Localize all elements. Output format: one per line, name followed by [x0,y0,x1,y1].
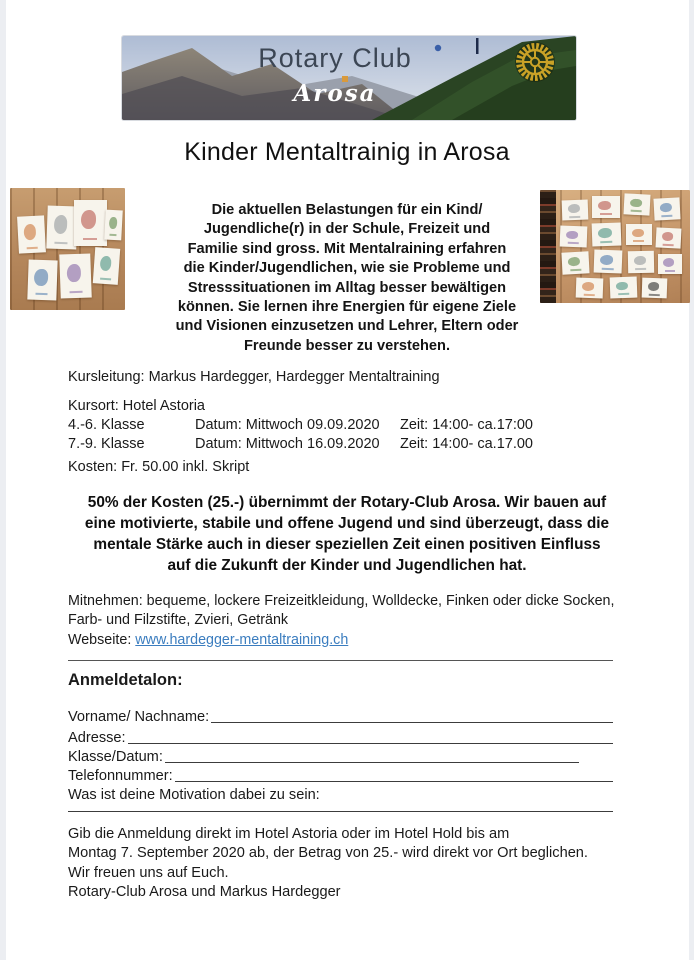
class-date-field-blank-line[interactable] [165,762,579,763]
schedule-row [68,436,613,452]
drawing-paper [623,193,650,215]
schedule-time: Zeit: 14:00- ca.17:00 [400,417,533,433]
schedule-date: Datum: Mittwoch 16.09.2020 [195,436,380,452]
schedule-class: 7.-9. Klasse [68,436,145,452]
form-row-motivation [68,783,613,803]
bring-along-section [68,592,638,650]
intro-line: Freunde besser zu verstehen. [243,337,450,354]
drawing-paper [17,215,46,253]
intro-line: Jugendliche(r) in der Schule, Freizeit und [203,221,491,238]
sponsor-paragraph [40,492,654,576]
banner-club-name: Rotary Club [258,43,412,73]
form-row-phone [68,764,613,784]
intro-line: Stresssituationen im Alltag besser bewältigen [187,279,507,296]
phone-field-label: Telefonnummer: [68,768,173,784]
address-field-blank-line[interactable] [128,743,613,744]
drawing-paper [655,227,681,248]
registration-heading: Anmeldetalon: [68,671,183,689]
sponsor-line: eine motivierte, stabile und offene Jugend und sind überzeugt, dass die [84,515,610,532]
drawing-paper [658,254,682,274]
page-title: Kinder Mentaltrainig in Arosa [184,138,510,166]
closing-line: Montag 7. September 2020 ab, der Betrag von 25.- wird direkt vor Ort beglichen. [68,845,588,862]
class-date-field-label: Klasse/Datum: [68,749,163,765]
name-field-label: Vorname/ Nachname: [68,709,210,725]
paraglider-icon [435,45,441,51]
website-label: Webseite: [68,631,136,648]
phone-field-blank-line[interactable] [175,781,613,782]
drawing-paper [653,197,680,220]
closing-line: Wir freuen uns auf Euch. [68,864,229,881]
section-divider-line [68,660,613,661]
flag-pole [476,38,479,54]
address-field-label: Adresse: [68,730,126,746]
schedule-row [68,417,613,433]
intro-line: und Visionen einzusetzen und Lehrer, Eltern oder [175,318,519,335]
intro-line: Familie sind gross. Mit Mentalraining erfahren [187,240,507,257]
bring-along-line: Mitnehmen: bequeme, lockere Freizeitkleidung, Wolldecke, Finken oder dicke Socken, [68,593,615,609]
motivation-field-label: Was ist deine Motivation dabei zu sein: [68,787,320,803]
banner-landscape-image [122,36,576,120]
intro-line: die Kinder/Jugendlichen, wie sie Probleme und [183,260,511,277]
schedule-class: 4.-6. Klasse [68,417,145,433]
form-row-address [68,726,613,746]
sponsor-line: 50% der Kosten (25.-) übernimmt der Rotary-Club Arosa. Wir bauen auf [87,494,607,511]
sponsor-line: mentale Stärke auch in dieser speziellen Zeit einen positiven Einfluss [93,536,601,553]
banner-club-place: Arosa [293,80,377,107]
rotary-club-banner [122,36,576,120]
drawing-paper [628,251,654,273]
intro-paragraph [67,201,627,356]
rotary-wheel-icon [515,42,555,82]
form-row-name [68,705,613,725]
drawing-paper [642,278,668,299]
intro-line: Die aktuellen Belastungen für ein Kind/ [211,202,483,218]
closing-paragraph [68,825,648,902]
course-cost: Kosten: Fr. 50.00 inkl. Skript [68,459,250,475]
drawing-paper [27,260,57,301]
sponsor-line: auf die Zukunft der Kinder und Jugendlichen hat. [167,557,527,574]
schedule-date: Datum: Mittwoch 09.09.2020 [195,417,380,433]
form-row-class-date [68,745,613,765]
closing-line: Rotary-Club Arosa und Markus Hardegger [68,883,341,900]
intro-line: können. Sie lernen ihre Energien für eigene Ziele [177,299,517,316]
schedule-time: Zeit: 14:00- ca.17.00 [400,436,533,452]
bring-along-line: Farb- und Filzstifte, Zvieri, Getränk [68,612,289,629]
drawing-paper [626,224,652,245]
course-location: Kursort: Hotel Astoria [68,398,205,414]
website-line [68,631,638,650]
course-leader: Kursleitung: Markus Hardegger, Hardegger Mentaltraining [68,369,440,385]
closing-line: Gib die Anmeldung direkt im Hotel Astoria oder im Hotel Hold bis am [68,826,510,842]
motivation-answer-blank-line[interactable] [68,811,613,812]
name-field-blank-line[interactable] [211,722,613,723]
website-link[interactable]: www.hardegger-mentaltraining.ch [135,631,349,648]
